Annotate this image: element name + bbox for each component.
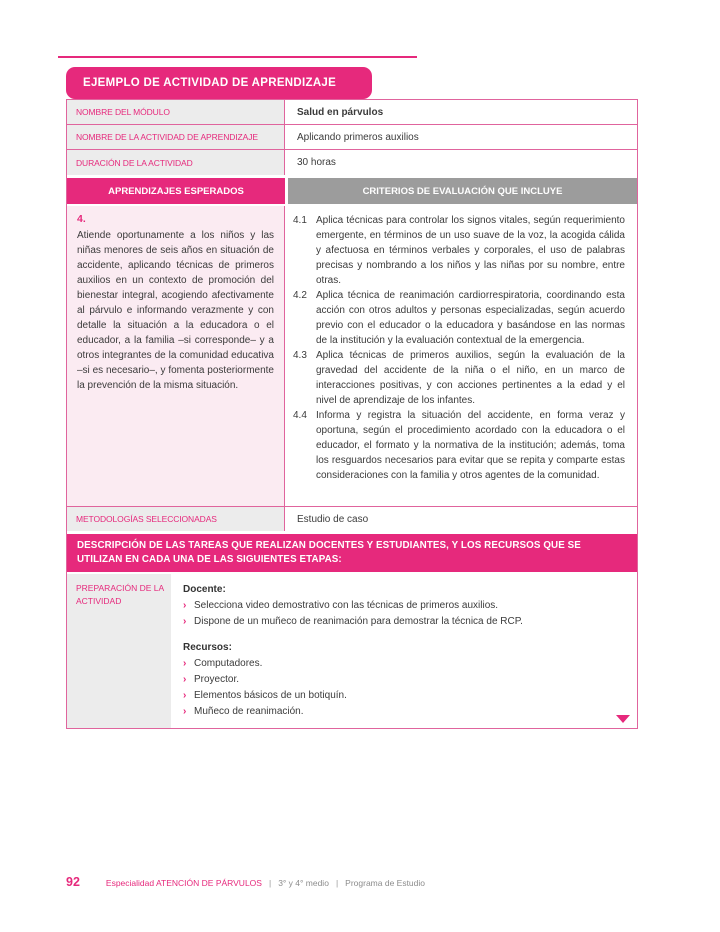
preparation-content	[171, 574, 637, 728]
methodologies-value: Estudio de caso	[297, 513, 369, 525]
learning-number: 4.	[77, 213, 86, 225]
list-item	[183, 656, 623, 672]
list-item	[183, 688, 623, 704]
criterion-item	[293, 348, 625, 408]
tasks-description-banner: DESCRIPCIÓN DE LAS TAREAS QUE REALIZAN DOCENTES Y ESTUDIANTES, Y LOS RECURSOS QUE SE UTILIZAN EN CADA UNA DE LAS SIGUIENTES ETAPAS:	[67, 534, 637, 572]
learning-criteria-row	[67, 206, 637, 506]
bullet-icon: ›	[183, 674, 187, 685]
activity-name-row	[67, 125, 637, 150]
criterion-text: Aplica técnicas para controlar los signos vitales, según requerimiento emergente, en términos de un uso suave de la voz, la acogida cálida y afectuosa en términos verbales y corporales, el uso de palabras precisas y nombrando a los niños y las niñas por su nombre, entre otras.	[316, 215, 625, 286]
criterion-text: Informa y registra la situación del accidente, en forma veraz y oportuna, según el procedimiento acordado con la educadora o el educador, el formato y la normativa de la institución; además, toma los resguardos necesarios para evitar que se repita y comparte estas consideraciones con la familia y otros agentes de la comunidad.	[316, 410, 625, 481]
activity-name-value: Aplicando primeros auxilios	[297, 131, 419, 143]
list-item-text: Proyector.	[194, 674, 240, 685]
criterion-number: 4.2	[293, 290, 307, 301]
methodologies-row	[67, 506, 637, 531]
list-item-text: Elementos básicos de un botiquín.	[194, 690, 347, 701]
bullet-icon: ›	[183, 616, 187, 627]
continues-next-page-icon	[616, 715, 630, 723]
bullet-icon: ›	[183, 706, 187, 717]
footer-grade: 3° y 4° medio	[278, 878, 329, 888]
bullet-icon: ›	[183, 690, 187, 701]
criterion-item	[293, 408, 625, 483]
page-number: 92	[66, 875, 80, 889]
list-item-text: Muñeco de reanimación.	[194, 706, 304, 717]
duration-value: 30 horas	[297, 157, 336, 168]
activity-name-label: NOMBRE DE LA ACTIVIDAD DE APRENDIZAJE	[67, 125, 285, 149]
criterion-number: 4.4	[293, 410, 307, 421]
expected-learning-header: APRENDIZAJES ESPERADOS	[67, 178, 285, 204]
list-item-text: Computadores.	[194, 658, 263, 669]
methodologies-label: METODOLOGÍAS SELECCIONADAS	[67, 507, 285, 531]
criterion-number: 4.1	[293, 215, 307, 226]
footer-separator: |	[268, 878, 272, 888]
activity-example-banner	[66, 67, 372, 99]
module-name-value: Salud en párvulos	[297, 106, 384, 118]
bullet-icon: ›	[183, 600, 187, 611]
duration-row	[67, 150, 637, 175]
criterion-text: Aplica técnica de reanimación cardiorrespiratoria, coordinando esta acción con otros adultos y personas especializadas, según acuerdo previo con el educador o la educadora y basándose en las normas de la institución y la evaluación contextual de la emergencia.	[316, 290, 625, 346]
list-item	[183, 598, 623, 614]
duration-label: DURACIÓN DE LA ACTIVIDAD	[67, 150, 285, 175]
criterion-item	[293, 213, 625, 288]
list-item-text: Dispone de un muñeco de reanimación para demostrar la técnica de RCP.	[194, 616, 523, 627]
footer-specialty: Especialidad ATENCIÓN DE PÁRVULOS	[105, 878, 262, 888]
list-item-text: Selecciona video demostrativo con las técnicas de primeros auxilios.	[194, 600, 499, 611]
criterion-item	[293, 288, 625, 348]
resources-section-heading: Recursos:	[183, 642, 232, 653]
activity-preparation-row	[67, 574, 637, 728]
criterion-number: 4.3	[293, 350, 307, 361]
list-item	[183, 614, 623, 630]
bullet-icon: ›	[183, 658, 187, 669]
module-name-label: NOMBRE DEL MÓDULO	[67, 100, 285, 124]
page-footer	[66, 875, 425, 889]
activity-table	[66, 99, 638, 729]
footer-program: Programa de Estudio	[345, 878, 426, 888]
list-item	[183, 704, 623, 720]
expected-learning-cell	[67, 206, 285, 506]
footer-separator: |	[335, 878, 339, 888]
teacher-section-heading: Docente:	[183, 584, 226, 595]
list-item	[183, 672, 623, 688]
criterion-text: Aplica técnicas de primeros auxilios, según la evaluación de la gravedad del accidente de la niña o el niño, en un marco de interacciones positivas, y con acciones pertinentes a la edad y el nivel de aprendizaje de los infantes.	[316, 350, 625, 406]
columns-header-row	[67, 178, 637, 204]
activity-example-title: EJEMPLO DE ACTIVIDAD DE APRENDIZAJE	[83, 77, 337, 89]
preparation-label: PREPARACIÓN DE LA ACTIVIDAD	[67, 574, 171, 728]
module-name-row	[67, 100, 637, 125]
evaluation-criteria-header: CRITERIOS DE EVALUACIÓN QUE INCLUYE	[288, 178, 637, 204]
criteria-cell	[285, 206, 637, 506]
decorative-top-rule	[58, 56, 417, 58]
learning-text: Atiende oportunamente a los niños y las niñas menores de seis años en situación de accidente, aplicando técnicas de primeros auxilios en un contexto de promoción del bienestar integral, acogiendo afectivamente al párvulo e informando verazmente y con detalle la situación a la educadora o el educador, a la familia –si corresponde– y a otros integrantes de la comunidad educativa –si es necesario–, y fomenta posteriormente la prevención de la misma situación.	[77, 230, 274, 391]
